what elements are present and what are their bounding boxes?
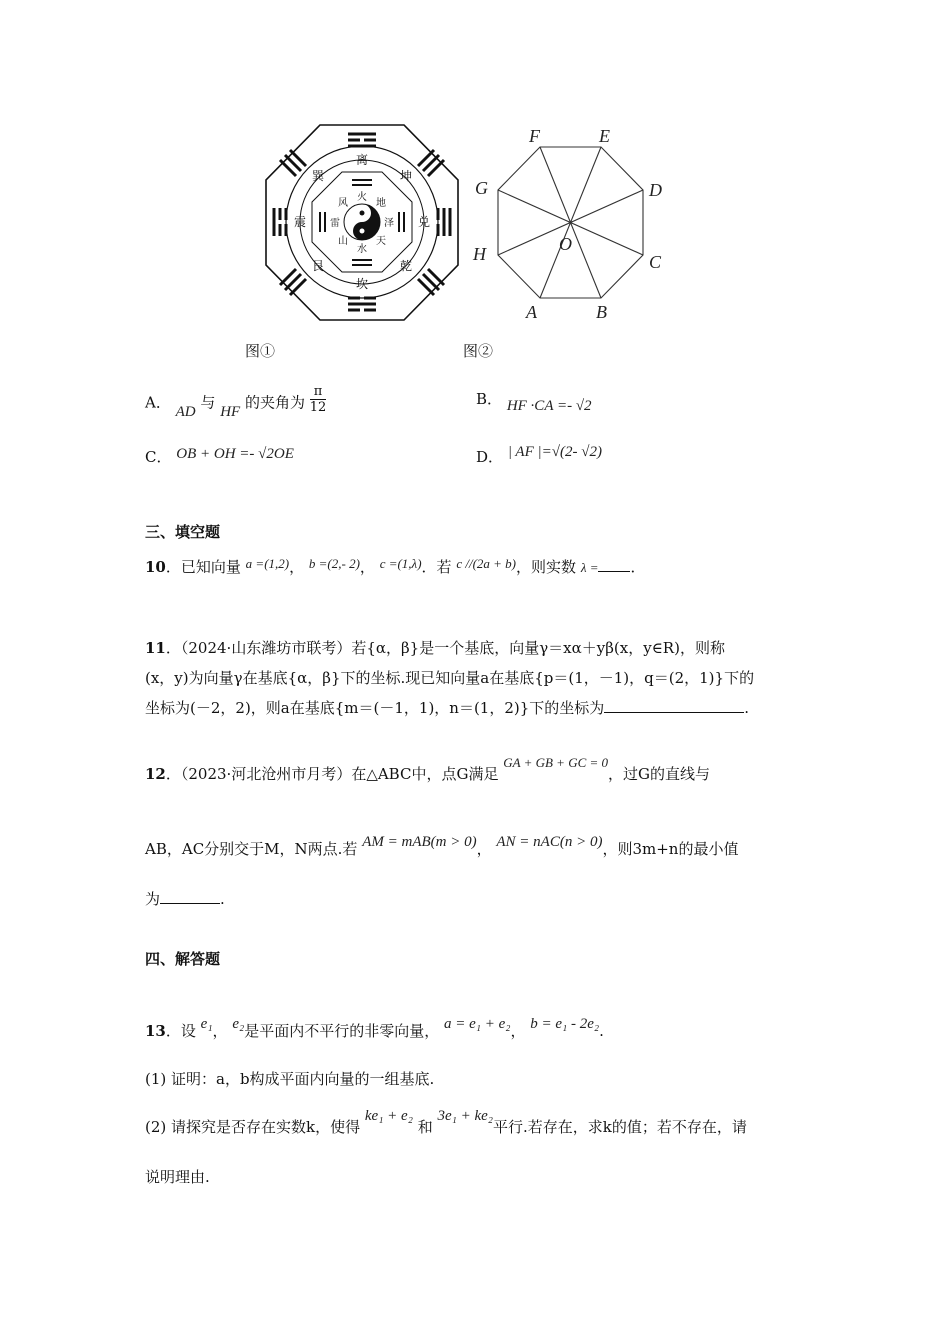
q13-vector-a: a = e₁ + e₂ (444, 1016, 511, 1032)
figure-2-caption: 图② (463, 342, 494, 360)
q11-line-2: (x，y)为向量γ在基底{α，β}下的坐标.现已知向量a在基底{p＝(1，－1)，q＝(2，1)}下的 (145, 669, 755, 687)
q13-part-2-line-1 (145, 1108, 747, 1137)
q13-vector-3e1: 3e₁ + ke₂ (437, 1108, 494, 1124)
trigram-outer-label: 艮 (311, 259, 325, 273)
q12-text-2: ，过G的直线与 (608, 765, 711, 783)
q10-lambda: λ = (580, 560, 599, 575)
q13-part-1: (1) 证明：a，b构成平面内向量的一组基底. (145, 1070, 435, 1088)
choice-a-mid: 与 (200, 393, 216, 412)
q13-vector-b: b = e₁ - 2e₂ (530, 1016, 600, 1032)
choice-a-vector2: HF (220, 403, 241, 420)
choice-d (476, 446, 602, 467)
q12-am-expression: AM = mAB(m > 0) (362, 834, 477, 850)
vertex-label-a: A (526, 302, 537, 322)
q13-part-2-text-a: (2) 请探究是否存在实数k，使得 (145, 1118, 361, 1136)
q13-e2: e₂ (232, 1016, 245, 1032)
vertex-label-h: H (473, 244, 486, 264)
q13-part-2-text-c: 平行.若存在，求k的值；若不存在，请 (493, 1118, 747, 1136)
choice-b-expression: HF ·CA =- √2 (506, 398, 592, 414)
trigram-outer-label: 巽 (311, 169, 325, 183)
q13-e1: e₁ (200, 1016, 213, 1032)
q12-text-6: . (220, 890, 225, 908)
trigram-inner-label: 地 (376, 198, 386, 209)
vertex-label-c: C (649, 252, 662, 272)
section-3-title: 三、填空题 (145, 523, 221, 541)
choice-d-label: D． (476, 448, 504, 466)
trigram-inner-label: 天 (376, 236, 386, 247)
question-13-number: 13 (145, 1022, 166, 1040)
choice-a (145, 384, 327, 420)
q13-text-1: ．设 (165, 1022, 196, 1040)
bagua-figure (262, 120, 462, 325)
q13-text-3: . (599, 1022, 604, 1040)
choice-a-label: A． (145, 393, 171, 412)
trigram-outer-label: 离 (355, 153, 369, 167)
q11-line-3: 坐标为(－2，2)，则a在基底{m＝(－1，1)，n＝(1，2)}下的坐标为 (145, 699, 605, 717)
question-12-number: 12 (145, 765, 166, 783)
q10-vector-a: a =(1,2) (245, 556, 290, 571)
trigram-inner-label: 泽 (384, 218, 394, 229)
trigram-outer-label: 兑 (417, 215, 431, 229)
q10-text-2: ．若 (421, 558, 452, 576)
q11-answer-blank[interactable] (604, 698, 744, 713)
trigram-outer-label: 乾 (399, 259, 413, 273)
q11-line-1: ．（2024·山东潍坊市联考）若{α，β}是一个基底，向量γ＝xα＋yβ(x，y∈R)，则称 (165, 639, 725, 657)
vertex-label-f: F (529, 126, 540, 146)
q12-text-3: AB，AC分别交于M，N两点.若 (145, 840, 358, 858)
q12-text-5: 为 (145, 890, 161, 908)
question-12-line-3 (145, 888, 225, 909)
figure-1-caption: 图① (245, 342, 276, 360)
trigram-outer-label: 坤 (399, 169, 413, 183)
trigram-inner-label: 山 (338, 236, 348, 247)
trigram-inner-label: 风 (338, 198, 348, 209)
question-12-line-1 (145, 755, 711, 784)
question-11-number: 11 (145, 639, 166, 657)
q10-text-4: ． (630, 558, 646, 576)
trigram-outer-label: 坎 (355, 277, 369, 291)
trigram-outer-label: 震 (293, 215, 307, 229)
q12-text-4: ，则3m+n的最小值 (602, 840, 739, 858)
trigram-inner-label: 火 (357, 192, 367, 203)
q12-answer-blank[interactable] (160, 889, 220, 904)
vertex-label-d: D (649, 180, 662, 200)
q11-tail: . (744, 699, 750, 717)
vertex-label-g: G (475, 178, 488, 198)
vertex-label-e: E (599, 126, 610, 146)
question-10-number: 10 (145, 558, 166, 576)
q13-part-2-text-b: 和 (417, 1118, 433, 1136)
question-10: 10．已知向量 a =(1,2)， b =(2,- 2)， c =(1,λ)．若 c //(2a + b)，则实数 λ = ． (145, 556, 646, 576)
q12-text-1: ．（2023·河北沧州市月考）在△ABC中，点G满足 (165, 765, 499, 783)
question-11 (145, 633, 754, 723)
q10-vector-c: c =(1,λ) (379, 556, 422, 571)
choice-c (145, 446, 294, 467)
question-12-line-2: AB，AC分别交于M，N两点.若 AM = mAB(m > 0)， AN = nAC(n > 0)，则3m+n的最小值 (145, 834, 739, 858)
choice-c-expression: OB + OH =- √2OE (176, 446, 294, 462)
trigram-inner-label: 雷 (330, 218, 340, 229)
question-13-line-1: 13．设 e₁， e₂是平面内不平行的非零向量， a = e₁ + e₂， b = e₁ - 2e₂. (145, 1016, 604, 1040)
q10-text-3: ，则实数 (516, 558, 577, 576)
q10-answer-blank[interactable] (598, 557, 630, 572)
q13-part-2-line-2: 说明理由. (145, 1168, 210, 1186)
choice-b (476, 388, 592, 414)
center-label-o: O (559, 234, 572, 254)
q13-text-2: 是平面内不平行的非零向量， (244, 1022, 440, 1040)
q10-vector-b: b =(2,- 2) (308, 556, 360, 571)
choice-c-label: C． (145, 448, 172, 466)
choice-a-vector1: AD (175, 403, 196, 420)
octagon-figure (465, 120, 675, 325)
q13-vector-ke1: ke₁ + e₂ (364, 1108, 413, 1124)
choice-b-label: B． (476, 390, 503, 408)
q12-an-expression: AN = nAC(n > 0) (496, 834, 603, 850)
choice-a-tail: 的夹角为 (244, 393, 305, 412)
vertex-label-b: B (596, 302, 607, 322)
trigram-inner-label: 水 (357, 244, 367, 255)
choice-a-fraction: $\frac{\pi}{12}$ (309, 384, 327, 415)
choice-d-expression: | AF |=√(2- √2) (507, 444, 602, 460)
section-4-title: 四、解答题 (145, 950, 221, 968)
q10-condition: c //(2a + b) (456, 556, 517, 571)
q12-centroid-condition: GA + GB + GC = 0 (503, 755, 609, 770)
q10-text-1: ．已知向量 (165, 558, 241, 576)
